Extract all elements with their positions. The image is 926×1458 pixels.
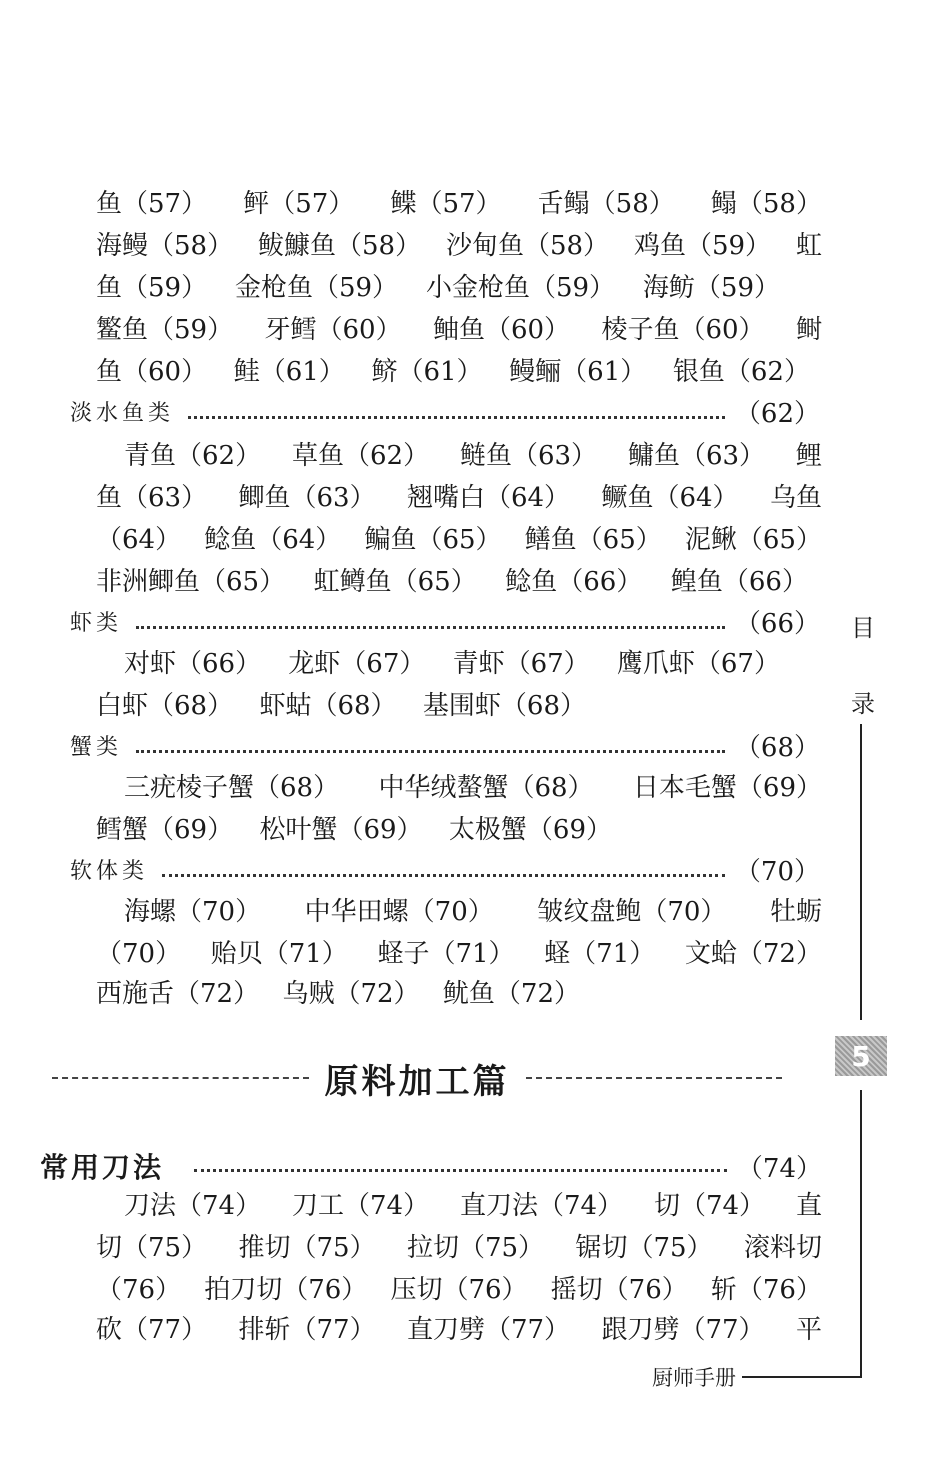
leader-dots: [194, 1169, 727, 1172]
toc-entry: 鳘鱼（59）: [96, 315, 234, 345]
toc-category[interactable]: [70, 396, 820, 432]
toc-entry: 中华绒螯蟹（68）: [378, 773, 594, 803]
toc-line: [124, 438, 822, 474]
toc-entry: 鳕蟹（69）: [96, 815, 234, 845]
toc-entry: 鱼（59）: [96, 273, 208, 303]
toc-entry: 鲅鱇鱼（58）: [257, 231, 422, 261]
margin-rule: [860, 724, 862, 1020]
toc-line: [96, 312, 822, 348]
toc-entry: 鹰爪虾（67）: [616, 649, 780, 679]
category-label: 虾类: [70, 611, 123, 636]
toc-entry: 龙虾（67）: [288, 649, 426, 679]
toc-entry: 鲚（61）: [371, 357, 483, 387]
toc-entry: 非洲鲫鱼（65）: [96, 567, 286, 597]
toc-entry: （64）: [96, 525, 182, 555]
toc-entry: 基围虾（68）: [422, 691, 586, 721]
toc-entry: 跟刀劈（77）: [601, 1315, 765, 1345]
toc-entry: 鳙鱼（63）: [627, 441, 766, 471]
toc-line: [96, 812, 612, 848]
toc-entry: 海鳗（58）: [96, 231, 234, 261]
page-number: 5: [835, 1036, 887, 1076]
footer-rule: [742, 1376, 860, 1378]
toc-entry: 乌鱼: [769, 483, 822, 513]
toc-entry: 舌鳎（58）: [537, 189, 675, 219]
leader-dots: [162, 872, 725, 877]
toc-entry: 牡蛎: [769, 897, 822, 927]
toc-entry: 青鱼（62）: [124, 441, 262, 471]
toc-entry: 鲆（57）: [243, 189, 355, 219]
margin-rule: [860, 1090, 862, 1378]
toc-entry: 滚料切: [743, 1233, 822, 1263]
toc-entry: 蛏（71）: [544, 939, 656, 969]
toc-line: [96, 564, 808, 600]
category-page: （70）: [734, 857, 820, 887]
category-page: （66）: [734, 609, 820, 639]
toc-entry: 西施舌（72）: [96, 979, 260, 1009]
leader-dots: [136, 624, 725, 629]
toc-entry: 直刀法（74）: [459, 1191, 624, 1221]
toc-entry: 鲉鱼（60）: [432, 315, 571, 345]
toc-entry: 虾蛄（68）: [259, 691, 397, 721]
category-page: （68）: [734, 733, 820, 763]
leader-dots: [136, 748, 725, 753]
toc-entry: 砍（77）: [96, 1315, 208, 1345]
toc-entry: 金枪鱼（59）: [234, 273, 399, 303]
toc-line: [124, 646, 780, 682]
toc-entry: 鲥: [795, 315, 822, 345]
toc-entry: 泥鳅（65）: [684, 525, 822, 555]
toc-entry: （76）: [96, 1275, 182, 1305]
toc-entry: 鱼（57）: [96, 189, 208, 219]
toc-line: [124, 770, 822, 806]
toc-line: [96, 270, 780, 306]
toc-entry: 草鱼（62）: [291, 441, 430, 471]
category-page: （62）: [734, 399, 820, 429]
toc-entry: 贻贝（71）: [210, 939, 348, 969]
category-label: 淡水鱼类: [70, 401, 175, 426]
category-label: 蟹类: [70, 735, 123, 760]
toc-entry: 鳜鱼（64）: [601, 483, 739, 513]
toc-entry: 皱纹盘鲍（70）: [537, 897, 727, 927]
toc-entry: 白虾（68）: [96, 691, 234, 721]
toc-category[interactable]: [70, 854, 820, 890]
toc-entry: 棱子鱼（60）: [601, 315, 765, 345]
toc-entry: 沙甸鱼（58）: [445, 231, 610, 261]
toc-entry: 平: [795, 1315, 822, 1345]
side-label-lu: 录: [851, 690, 875, 718]
dashed-rule: [52, 1077, 309, 1079]
toc-entry: （70）: [96, 939, 182, 969]
section-title: 原料加工篇: [324, 1061, 510, 1102]
toc-entry: 太极蟹（69）: [448, 815, 612, 845]
toc-entry: 松叶蟹（69）: [259, 815, 423, 845]
toc-line: [96, 688, 586, 724]
toc-entry: 银鱼（62）: [672, 357, 810, 387]
toc-entry: 刀工（74）: [291, 1191, 430, 1221]
dashed-rule: [526, 1077, 783, 1079]
toc-entry: 拉切（75）: [406, 1233, 545, 1263]
toc-entry: 鱼（63）: [96, 483, 208, 513]
toc-line: [96, 1272, 822, 1308]
toc-entry: 鸡鱼（59）: [633, 231, 772, 261]
toc-entry: 三疣棱子蟹（68）: [124, 773, 340, 803]
toc-entry: 翘嘴白（64）: [406, 483, 571, 513]
toc-line: [96, 522, 822, 558]
toc-category[interactable]: [70, 606, 820, 642]
toc-line: [96, 480, 822, 516]
toc-entry: 鲶鱼（64）: [204, 525, 342, 555]
toc-entry: 虹鳟鱼（65）: [313, 567, 477, 597]
toc-entry: 鲤: [795, 441, 822, 471]
toc-entry: 鳊鱼（65）: [364, 525, 502, 555]
toc-entry: 切（74）: [653, 1191, 766, 1221]
toc-entry: 鱼（60）: [96, 357, 208, 387]
toc-entry: 牙鳕（60）: [264, 315, 402, 345]
toc-line: [124, 1188, 822, 1224]
category-page: （74）: [736, 1153, 822, 1184]
section-heading: [52, 1056, 782, 1100]
toc-entry: 斩（76）: [710, 1275, 822, 1305]
toc-entry: 压切（76）: [390, 1275, 528, 1305]
running-footer: 厨师手册: [652, 1366, 736, 1390]
toc-line: [96, 228, 822, 264]
toc-entry: 中华田螺（70）: [304, 897, 494, 927]
toc-entry: 虹: [795, 231, 822, 261]
toc-entry: 刀法（74）: [124, 1191, 262, 1221]
toc-entry: 鲽（57）: [390, 189, 502, 219]
toc-entry: 鱿鱼（72）: [442, 979, 580, 1009]
toc-entry: 鲢鱼（63）: [459, 441, 598, 471]
toc-major-category[interactable]: [40, 1146, 822, 1186]
toc-entry: 直: [795, 1191, 822, 1221]
category-label: 软体类: [70, 859, 149, 884]
toc-entry: 鳝鱼（65）: [524, 525, 662, 555]
toc-entry: 锯切（75）: [575, 1233, 713, 1263]
toc-entry: 乌贼（72）: [282, 979, 420, 1009]
toc-entry: 蛏子（71）: [377, 939, 515, 969]
toc-entry: 鲶鱼（66）: [505, 567, 643, 597]
toc-entry: 鳎（58）: [710, 189, 822, 219]
toc-entry: 鲫鱼（63）: [238, 483, 376, 513]
toc-entry: 文蛤（72）: [684, 939, 822, 969]
toc-entry: 鲑（61）: [233, 357, 345, 387]
category-label: 常用刀法: [40, 1151, 165, 1184]
toc-line: [124, 894, 822, 930]
toc-entry: 切（75）: [96, 1233, 208, 1263]
toc-entry: 海鲂（59）: [642, 273, 780, 303]
toc-line: [96, 936, 822, 972]
toc-entry: 鳗鲡（61）: [509, 357, 647, 387]
toc-line: [96, 976, 580, 1012]
toc-entry: 拍刀切（76）: [204, 1275, 368, 1305]
toc-entry: 对虾（66）: [124, 649, 262, 679]
leader-dots: [188, 414, 725, 419]
toc-line: [96, 186, 822, 222]
toc-entry: 排斩（77）: [238, 1315, 376, 1345]
side-label-mu: 目: [851, 614, 875, 642]
toc-line: [96, 1312, 822, 1348]
toc-entry: 海螺（70）: [124, 897, 262, 927]
toc-entry: 鳇鱼（66）: [670, 567, 808, 597]
toc-entry: 直刀劈（77）: [406, 1315, 571, 1345]
toc-category[interactable]: [70, 730, 820, 766]
toc-entry: 推切（75）: [238, 1233, 376, 1263]
toc-line: [96, 354, 810, 390]
toc-line: [96, 1230, 822, 1266]
toc-entry: 摇切（76）: [550, 1275, 688, 1305]
toc-entry: 小金枪鱼（59）: [425, 273, 616, 303]
toc-entry: 青虾（67）: [452, 649, 590, 679]
toc-entry: 日本毛蟹（69）: [632, 773, 822, 803]
